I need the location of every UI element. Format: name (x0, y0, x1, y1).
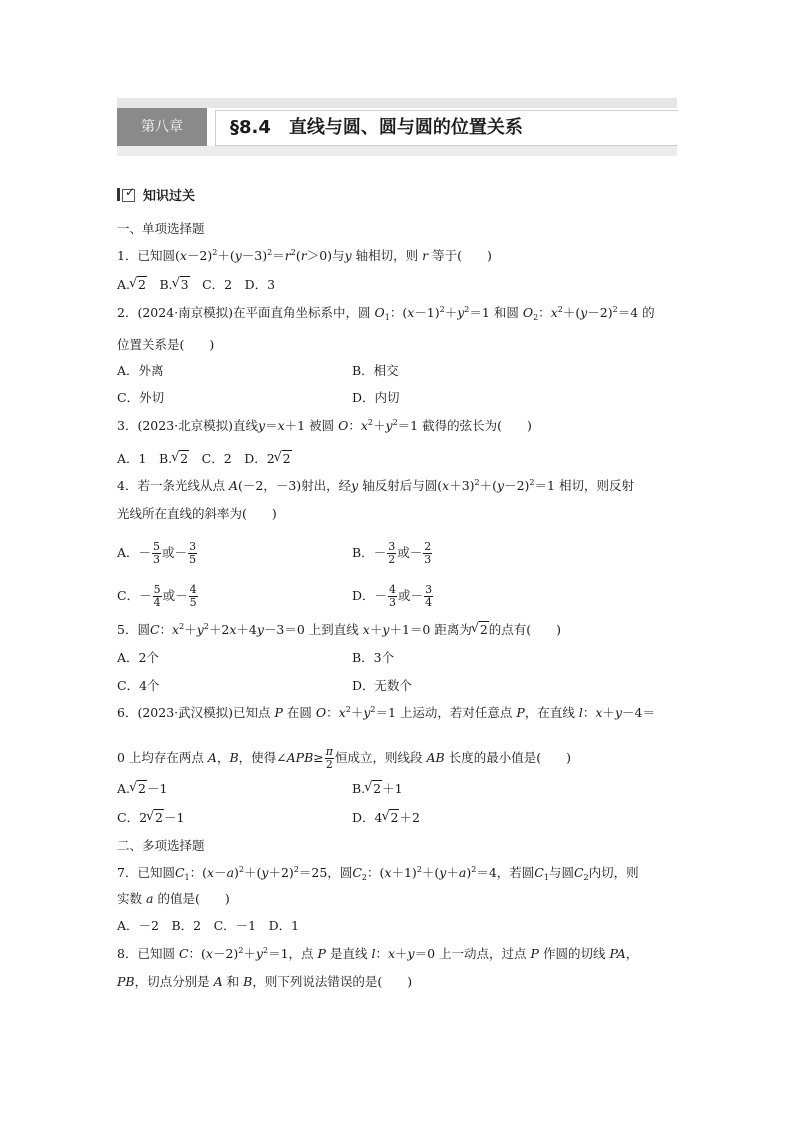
question-3: 3．(2023·北京模拟)直线y＝x＋1 被圆 O：$x^2+y^2=1$ 截得的弦长为( ) (117, 418, 532, 433)
question-6-option-d: D．4√ 2＋2 (352, 810, 420, 826)
question-7-options: A．－2 B．2 C．－1 D．1 (117, 918, 300, 933)
question-4-option-b: B．－ $\frac{3}{2}$ 或－ $\frac{2}{3}$ (352, 540, 432, 566)
question-5: 5．圆C：$x^2+y^2+2x+4y-3=0$ 上到直线 x＋y＋1＝0 距离为√ 2的点有( ) (117, 622, 561, 638)
section-label: 知识过关 (143, 188, 196, 204)
question-2-option-d: D．内切 (352, 390, 400, 405)
question-6: 6．(2023·武汉模拟)已知点 P 在圆 O：$x^2+y^2=1$ 上运动，若对任意点 P，在直线 l：x＋y－4＝ (117, 705, 655, 720)
question-4-line2: 光线所在直线的斜率为( ) (117, 506, 277, 521)
question-2-option-b: B．相交 (352, 363, 399, 378)
question-4: 4．若一条光线从点 A(－2，－3)射出，经y 轴反射后与圆$(x+3)^2+(y-2)^2=1$ 相切，则反射 (117, 478, 634, 493)
question-6-line2: 0 上均存在两点 A，B，使得∠APB≥ $\frac{\pi}{2}$ 恒成立，则线段 AB 长度的最小值是( ) (117, 745, 571, 771)
question-8-line2: PB，切点分别是 A 和 B，则下列说法错误的是( ) (117, 974, 413, 989)
question-8: 8．已知圆 C：$(x-2)^2+y^2=1$，点 P 是直线 l：x＋y＝0 上一动点，过点 P 作圆的切线 PA， (117, 946, 639, 961)
page-title: §8.4 直线与圆、圆与圆的位置关系 (230, 117, 523, 138)
chapter-header (117, 98, 677, 156)
question-6-option-a: A.√ 2－1 (117, 781, 167, 797)
question-3-options: A．1 B.√ 2 C．2 D．2√ 2 (117, 451, 292, 467)
question-5-option-b: B．3个 (352, 650, 395, 665)
title-box (215, 110, 678, 146)
question-2-line2: 位置关系是( ) (117, 337, 215, 352)
header-band-bottom (117, 146, 677, 156)
chapter-label: 第八章 (117, 108, 207, 146)
question-4-option-c: C．－ $\frac{5}{4}$ 或－ $\frac{4}{5}$ (117, 583, 197, 609)
question-2-option-a: A．外离 (117, 363, 164, 378)
part-heading-multiple: 二、多项选择题 (117, 838, 205, 853)
header-band-top (117, 98, 677, 108)
question-4-option-a: A．－ $\frac{5}{3}$ 或－ $\frac{3}{5}$ (117, 540, 197, 566)
question-1: 1．已知圆$(x-2)^2+(y-3)^2=r^2(r>0)$与y 轴相切，则 r 等于( ) (117, 248, 492, 263)
question-7: 7．已知圆$C_1$：$(x-a)^2+(y+2)^2=25$，圆$C_2$：$(x+1)^2+(y+a)^2=4$，若圆$C_1$与圆$C_2$内切，则 (117, 865, 639, 882)
part-heading-single: 一、单项选择题 (117, 221, 205, 236)
question-5-option-d: D．无数个 (352, 678, 413, 693)
checkbox-icon: ✓ (117, 186, 137, 202)
question-2: 2．(2024·南京模拟)在平面直角坐标系中，圆 $O_1$：$(x-1)^2+y^2=1$ 和圆 $O_2$：$x^2+(y-2)^2=4$ 的 (117, 305, 655, 322)
section-heading (117, 184, 195, 204)
question-4-option-d: D．－ $\frac{4}{3}$ 或－ $\frac{3}{4}$ (352, 583, 433, 609)
question-1-options: A.√ 2 B.√ 3 C．2 D．3 (117, 277, 275, 293)
question-2-option-c: C．外切 (117, 390, 165, 405)
question-7-line2: 实数 a 的值是( ) (117, 891, 230, 906)
question-5-option-c: C．4个 (117, 678, 160, 693)
question-5-option-a: A．2个 (117, 650, 159, 665)
question-6-option-b: B.√ 2＋1 (352, 781, 403, 797)
question-6-option-c: C．2√ 2－1 (117, 810, 184, 826)
